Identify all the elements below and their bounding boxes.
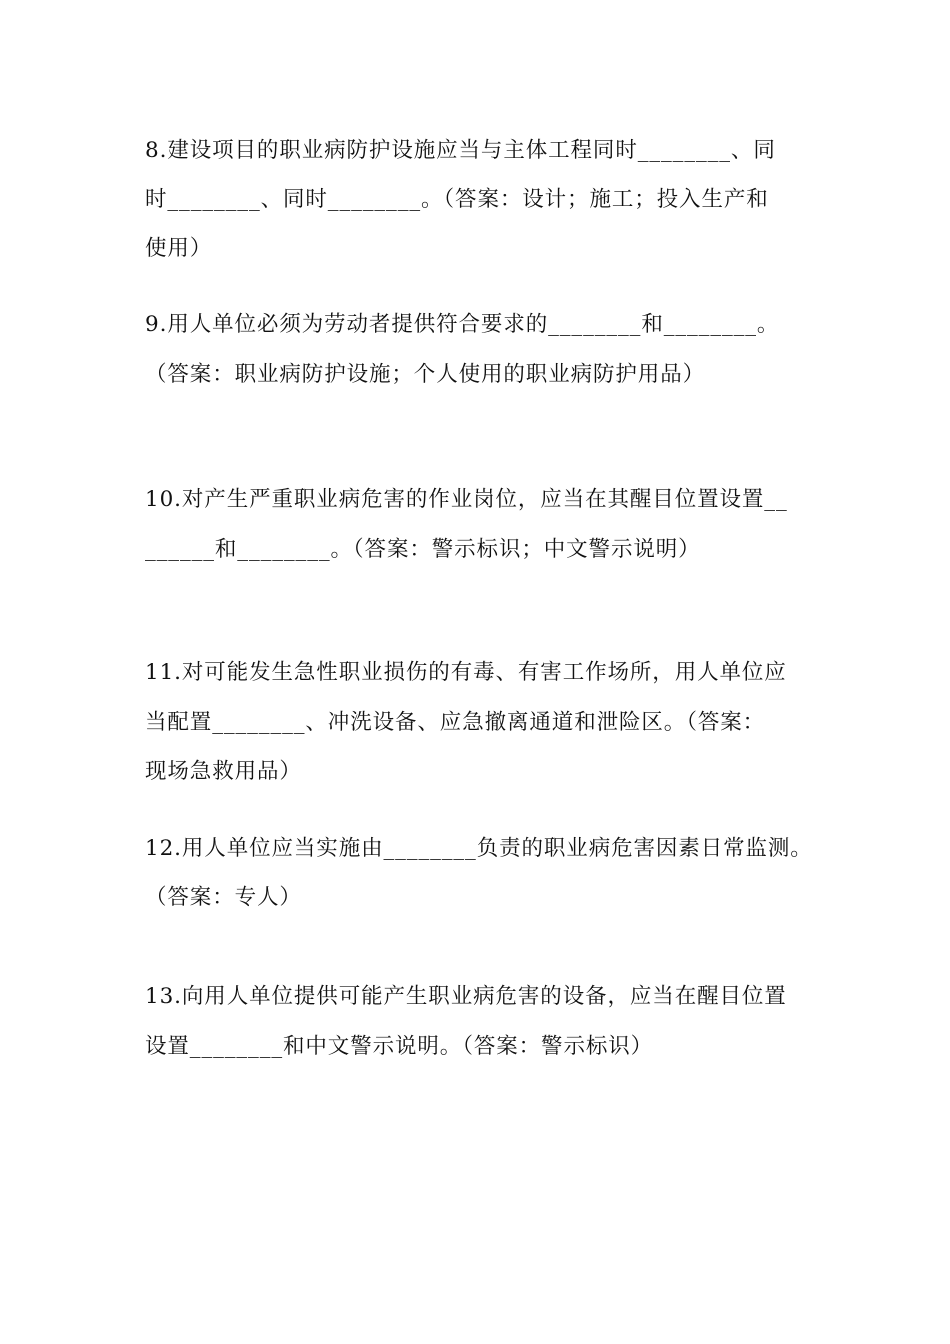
- question-9-line-1: 9.用人单位必须为劳动者提供符合要求的________和________。: [145, 312, 780, 337]
- question-8-line-3: 使用）: [145, 236, 213, 261]
- question-10-line-1: 10.对产生严重职业病危害的作业岗位，应当在其醒目位置设置__: [145, 487, 788, 512]
- question-10-line-2: ______和________。（答案：警示标识；中文警示说明）: [145, 537, 701, 562]
- question-12-line-1: 12.用人单位应当实施由________负责的职业病危害因素日常监测。: [145, 836, 813, 861]
- question-13-line-1: 13.向用人单位提供可能产生职业病危害的设备，应当在醒目位置: [145, 984, 787, 1009]
- question-11-line-1: 11.对可能发生急性职业损伤的有毒、有害工作场所，用人单位应: [145, 660, 787, 685]
- question-8-line-1: 8.建设项目的职业病防护设施应当与主体工程同时________、同: [145, 138, 776, 163]
- question-8-line-2: 时________、同时________。（答案：设计；施工；投入生产和: [145, 187, 769, 212]
- question-11-line-3: 现场急救用品）: [145, 759, 302, 784]
- question-13-line-2: 设置________和中文警示说明。（答案：警示标识）: [145, 1034, 654, 1059]
- question-12-line-2: （答案：专人）: [145, 885, 302, 910]
- question-9-line-2: （答案：职业病防护设施；个人使用的职业病防护用品）: [145, 362, 706, 387]
- question-11-line-2: 当配置________、冲洗设备、应急撤离通道和泄险区。（答案：: [145, 710, 766, 735]
